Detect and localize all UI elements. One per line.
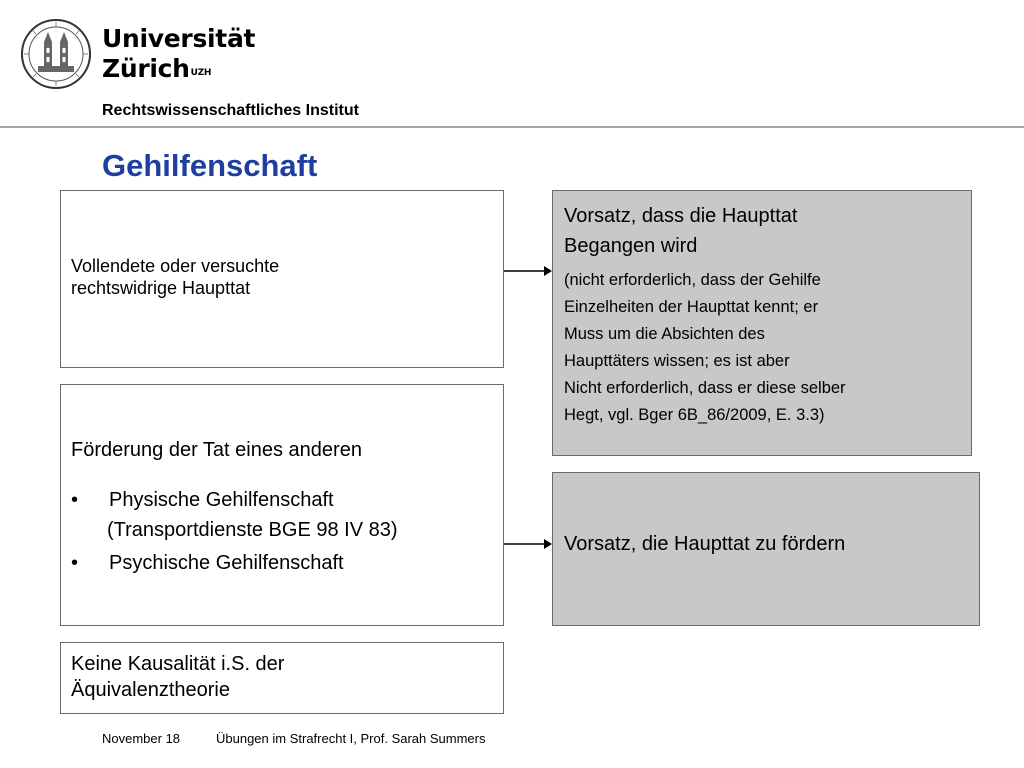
university-city: Zürich <box>102 54 190 83</box>
kausalitaet-line1: Keine Kausalität i.S. der <box>71 653 285 675</box>
header-divider <box>0 126 1024 128</box>
note-line: (nicht erforderlich, dass der Gehilfe <box>564 271 821 289</box>
institute-name: Rechtswissenschaftliches Institut <box>102 102 359 119</box>
note-line: Muss um die Absichten des <box>564 325 765 343</box>
vorsatz-begehung-box <box>552 190 972 456</box>
vorsatz-title-line2: Begangen wird <box>564 235 698 257</box>
slide-title: Gehilfenschaft <box>102 148 318 183</box>
university-name-line1: Universität <box>102 24 256 53</box>
list-item-physische: Physische Gehilfenschaft <box>109 489 334 511</box>
note-line: Hegt, vgl. Bger 6B_86/2009, E. 3.3) <box>564 406 825 424</box>
foerderung-box <box>60 384 504 626</box>
vorsatz-begehung-note <box>564 267 846 429</box>
bullet-2: • <box>71 552 79 574</box>
haupttat-box <box>60 190 504 368</box>
foerderung-heading: Förderung der Tat eines anderen <box>71 439 362 461</box>
kausalitaet-text <box>71 651 284 703</box>
haupttat-line1: Vollendete oder versuchte <box>71 256 280 276</box>
university-logo-text <box>102 24 255 84</box>
haupttat-line2: rechtswidrige Haupttat <box>71 278 251 298</box>
note-line: Haupttäters wissen; es ist aber <box>564 352 790 370</box>
footer-course: Übungen im Strafrecht I, Prof. Sarah Summers <box>216 731 486 746</box>
bullet-1: • <box>71 489 79 511</box>
university-name-line2 <box>102 54 255 84</box>
vorsatz-foerderung-text: Vorsatz, die Haupttat zu fördern <box>564 533 846 555</box>
kausalitaet-box <box>60 642 504 714</box>
note-line: Nicht erforderlich, dass er diese selber <box>564 379 846 397</box>
vorsatz-title-line1: Vorsatz, dass die Haupttat <box>564 205 798 227</box>
arrow-right-icon <box>504 537 564 551</box>
list-item-physische-sub: (Transportdienste BGE 98 IV 83) <box>107 519 398 541</box>
haupttat-text <box>71 255 279 299</box>
note-line: Einzelheiten der Haupttat kennt; er <box>564 298 819 316</box>
list-item-psychische: Psychische Gehilfenschaft <box>109 552 344 574</box>
vorsatz-begehung-title <box>564 201 797 261</box>
kausalitaet-line2: Äquivalenztheorie <box>71 679 230 701</box>
university-sup: UZH <box>190 68 212 78</box>
vorsatz-foerderung-box <box>552 472 980 626</box>
arrow-right-icon <box>504 264 564 278</box>
university-seal-icon <box>20 18 92 90</box>
footer-date: November 18 <box>102 731 181 746</box>
